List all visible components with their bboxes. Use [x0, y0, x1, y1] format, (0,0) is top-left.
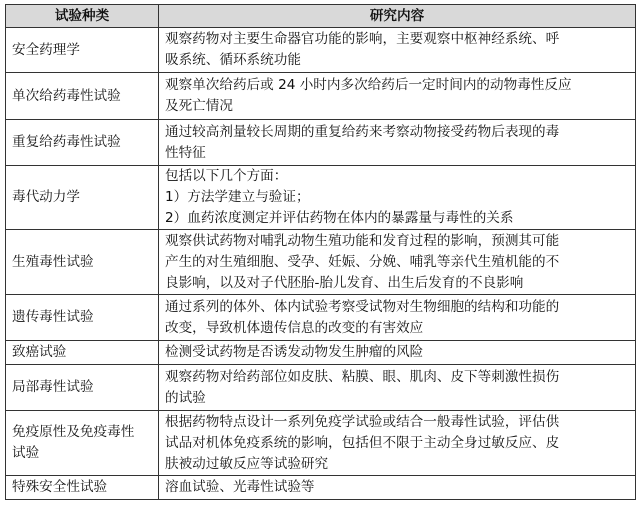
- table-row: [6, 166, 636, 230]
- table-row: [6, 476, 636, 500]
- test-type-line: 试验: [12, 445, 40, 461]
- test-type-cell: 特殊安全性试验: [6, 476, 159, 500]
- content-line: 肤被动过敏反应等试验研究: [165, 455, 329, 472]
- content-line: 的试验: [165, 389, 206, 406]
- test-type-cell: 安全药理学: [6, 28, 159, 73]
- content-line: 1）方法学建立与验证；: [165, 189, 310, 205]
- table-row: [6, 295, 636, 341]
- research-content-cell: [159, 411, 636, 476]
- test-type-line: 免疫原性及免疫毒性: [12, 424, 135, 440]
- content-line: 吸系统、循环系统功能: [165, 52, 301, 68]
- test-type-cell: 遗传毒性试验: [6, 295, 159, 341]
- table-row: [6, 230, 636, 295]
- table-row: [6, 28, 636, 73]
- table-row: [6, 365, 636, 411]
- content-line: 观察供试药物对哺乳动物生殖功能和发育过程的影响，预测其可能: [165, 232, 560, 249]
- test-type-cell: 生殖毒性试验: [6, 230, 159, 295]
- header-research-content: 研究内容: [159, 5, 636, 28]
- content-line: 观察单次给药后或 24 小时内多次给药后一定时间内的动物毒性反应: [165, 77, 572, 93]
- content-line: 检测受试药物是否诱发动物发生肿瘤的风险: [165, 344, 424, 360]
- safety-test-table-container: [5, 4, 635, 500]
- research-content-cell: [159, 166, 636, 230]
- table-header-row: [6, 5, 636, 28]
- content-line: 通过较高剂量较长周期的重复给药来考察动物接受药物后表现的毒: [165, 123, 560, 140]
- research-content-cell: [159, 73, 636, 120]
- content-line: 通过系列的体外、体内试验考察受试物对生物细胞的结构和功能的: [165, 298, 560, 315]
- header-test-type: 试验种类: [6, 5, 159, 28]
- content-line: 根据药物特点设计一系列免疫学试验或结合一般毒性试验，评估供: [165, 413, 560, 430]
- table-row: [6, 341, 636, 365]
- test-type-cell: 单次给药毒性试验: [6, 73, 159, 120]
- content-line: 改变，导致机体遗传信息的改变的有害效应: [165, 319, 424, 336]
- content-line: 产生的对生殖细胞、受孕、妊娠、分娩、哺乳等亲代生殖机能的不: [165, 253, 560, 270]
- safety-test-table: [5, 4, 636, 500]
- research-content-cell: [159, 476, 636, 500]
- content-line: 观察药物对主要生命器官功能的影响，主要观察中枢神经系统、呼: [165, 31, 560, 47]
- content-line: 2）血药浓度测定并评估药物在体内的暴露量与毒性的关系: [165, 210, 514, 226]
- research-content-cell: [159, 341, 636, 365]
- test-type-cell: 致癌试验: [6, 341, 159, 365]
- test-type-cell: 局部毒性试验: [6, 365, 159, 411]
- content-line: 及死亡情况: [165, 98, 233, 114]
- content-line: 观察药物对给药部位如皮肤、粘膜、眼、肌肉、皮下等刺激性损伤: [165, 368, 560, 385]
- research-content-cell: [159, 28, 636, 73]
- research-content-cell: [159, 230, 636, 295]
- content-line: 性特征: [165, 144, 206, 161]
- research-content-cell: [159, 365, 636, 411]
- research-content-cell: [159, 295, 636, 341]
- table-row: [6, 411, 636, 476]
- content-line: 试品对机体免疫系统的影响，包括但不限于主动全身过敏反应、皮: [165, 434, 560, 451]
- test-type-cell: [6, 411, 159, 476]
- test-type-cell: 重复给药毒性试验: [6, 120, 159, 166]
- research-content-cell: [159, 120, 636, 166]
- test-type-cell: 毒代动力学: [6, 166, 159, 230]
- content-line: 良影响，以及对子代胚胎-胎儿发育、出生后发育的不良影响: [165, 274, 524, 291]
- content-line: 溶血试验、光毒性试验等: [165, 479, 315, 495]
- table-row: [6, 120, 636, 166]
- content-line: 包括以下几个方面：: [165, 168, 288, 184]
- table-row: [6, 73, 636, 120]
